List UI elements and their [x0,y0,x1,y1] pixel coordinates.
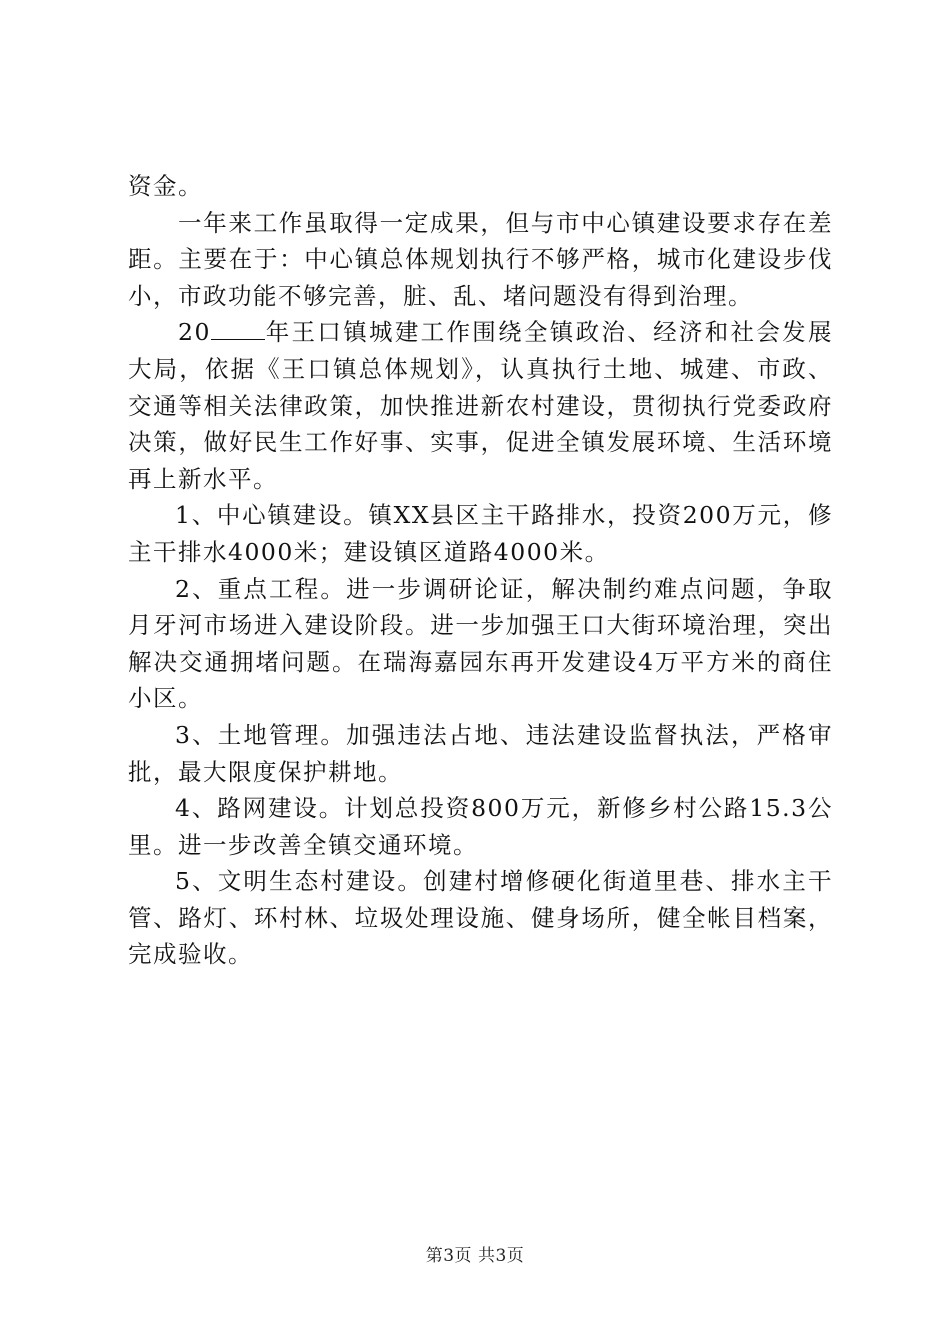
paragraph-2: 一年来工作虽取得一定成果，但与市中心镇建设要求存在差距。主要在于：中心镇总体规划执行不够严格，城市化建设步伐小，市政功能不够完善，脏、乱、堵问题没有得到治理。 [128,208,833,310]
year-blank [211,321,265,340]
paragraph-8: 5、文明生态村建设。创建村增修硬化街道里巷、排水主干管、路灯、环村林、垃圾处理设施、健身场所，健全帐目档案，完成验收。 [128,867,833,969]
paragraph-3 [128,314,833,497]
paragraph-7: 4、路网建设。计划总投资800万元，新修乡村公路15.3公里。进一步改善全镇交通环境。 [128,794,833,859]
document-body [128,168,833,973]
year-prefix: 20 [178,318,211,347]
paragraph-3-text: 年王口镇城建工作围绕全镇政治、经济和社会发展大局，依据《王口镇总体规划》，认真执行土地、城建、市政、交通等相关法律政策，加快推进新农村建设，贯彻执行党委政府决策，做好民生工作好事、实事，促进全镇发展环境、生活环境再上新水平。 [128,318,833,493]
paragraph-6: 3、土地管理。加强违法占地、违法建设监督执法，严格审批，最大限度保护耕地。 [128,720,833,786]
page-footer: 第3页 共3页 [425,1246,525,1266]
paragraph-1: 资金。 [128,172,203,200]
paragraph-4: 1、中心镇建设。镇XX县区主干路排水，投资200万元，修主干排水4000米；建设镇区道路4000米。 [128,501,833,566]
paragraph-5: 2、重点工程。进一步调研论证，解决制约难点问题，争取月牙河市场进入建设阶段。进一步加强王口大街环境治理，突出解决交通拥堵问题。在瑞海嘉园东再开发建设4万平方米的商住小区。 [128,574,833,713]
